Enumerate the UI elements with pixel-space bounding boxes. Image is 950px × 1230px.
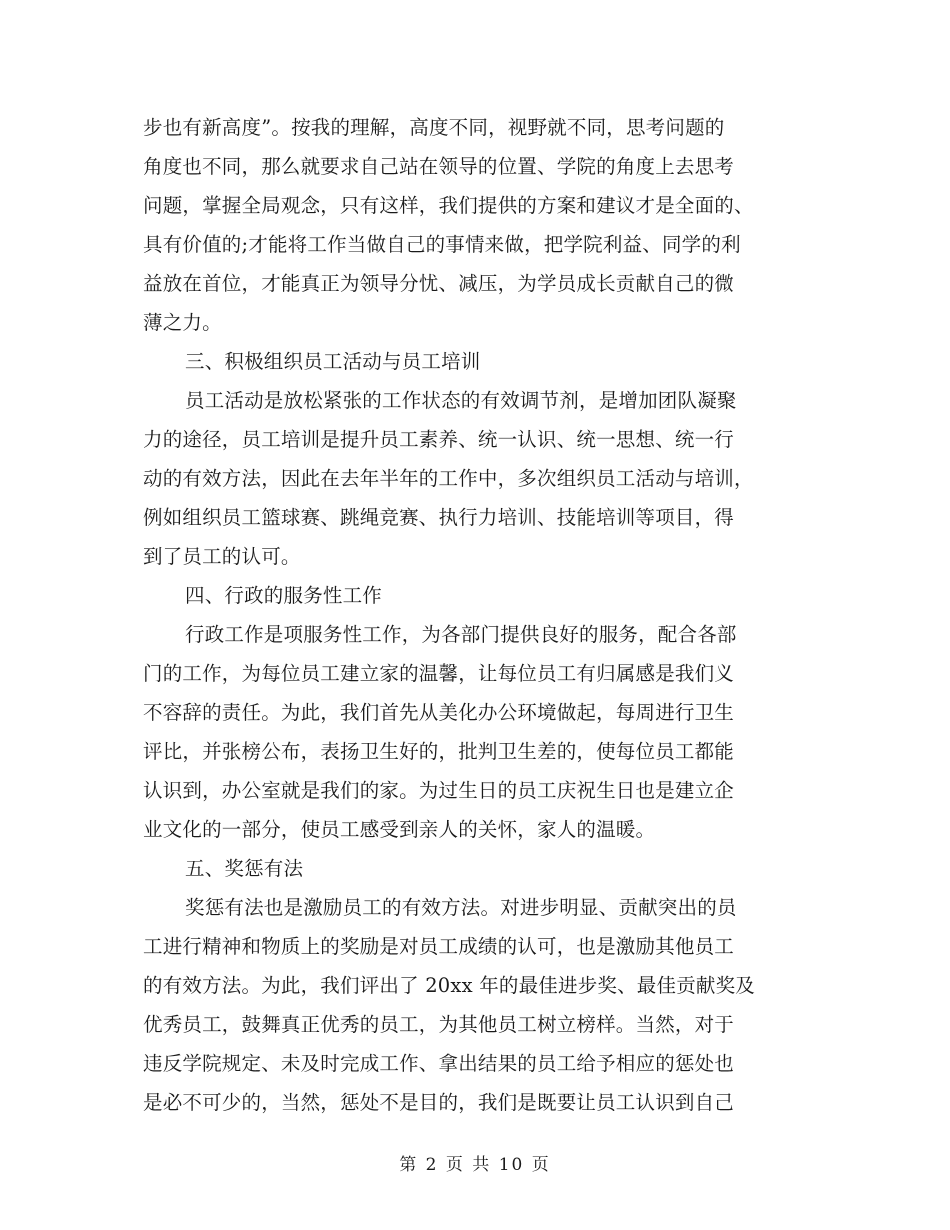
section-heading: 四、行政的服务性工作 bbox=[185, 584, 383, 607]
text-line: 认识到，办公室就是我们的家。为过生日的员工庆祝生日也是建立企 bbox=[143, 779, 735, 802]
paragraph-first-line: 奖惩有法也是激励员工的有效方法。对进步明显、贡献突出的员 bbox=[185, 896, 737, 919]
text-line: 动的有效方法，因此在去年半年的工作中，多次组织员工活动与培训， bbox=[143, 467, 754, 490]
section-heading: 五、奖惩有法 bbox=[185, 857, 304, 880]
text-line: 业文化的一部分，使员工感受到亲人的关怀，家人的温暖。 bbox=[143, 818, 656, 841]
text-line: 工进行精神和物质上的奖励是对员工成绩的认可，也是激励其他员工 bbox=[143, 935, 735, 958]
text-line: 到了员工的认可。 bbox=[143, 545, 301, 568]
text-line: 益放在首位，才能真正为领导分忧、减压，为学员成长贡献自己的微 bbox=[143, 272, 735, 295]
page-number-footer: 第 2 页 共 10 页 bbox=[399, 1155, 551, 1175]
text-line: 力的途径，员工培训是提升员工素养、统一认识、统一思想、统一行 bbox=[143, 428, 735, 451]
text-line: 问题，掌握全局观念，只有这样，我们提供的方案和建议才是全面的、 bbox=[143, 194, 754, 217]
paragraph-first-line: 行政工作是项服务性工作，为各部门提供良好的服务，配合各部 bbox=[185, 623, 737, 646]
text-line: 是必不可少的，当然，惩处不是目的，我们是既要让员工认识到自己 bbox=[143, 1091, 735, 1114]
text-line: 违反学院规定、未及时完成工作、拿出结果的员工给予相应的惩处也 bbox=[143, 1052, 735, 1075]
text-line: 评比，并张榜公布，表扬卫生好的，批判卫生差的，使每位员工都能 bbox=[143, 740, 735, 763]
text-line: 门的工作，为每位员工建立家的温馨，让每位员工有归属感是我们义 bbox=[143, 662, 735, 685]
section-heading: 三、积极组织员工活动与员工培训 bbox=[185, 350, 481, 373]
paragraph-first-line: 员工活动是放松紧张的工作状态的有效调节剂，是增加团队凝聚 bbox=[185, 389, 737, 412]
text-line: 角度也不同，那么就要求自己站在领导的位置、学院的角度上去思考 bbox=[143, 155, 735, 178]
text-line: 例如组织员工篮球赛、跳绳竞赛、执行力培训、技能培训等项目，得 bbox=[143, 506, 735, 529]
text-line: 不容辞的责任。为此，我们首先从美化办公环境做起，每周进行卫生 bbox=[143, 701, 735, 724]
text-line: 具有价值的;才能将工作当做自己的事情来做，把学院利益、同学的利 bbox=[143, 233, 741, 256]
text-line: 的有效方法。为此，我们评出了 20xx 年的最佳进步奖、最佳贡献奖及 bbox=[143, 974, 756, 997]
text-line: 薄之力。 bbox=[143, 311, 222, 334]
document-body bbox=[143, 108, 808, 1122]
text-line: 优秀员工，鼓舞真正优秀的员工，为其他员工树立榜样。当然，对于 bbox=[143, 1013, 735, 1036]
text-line: 步也有新高度”。按我的理解，高度不同，视野就不同，思考问题的 bbox=[143, 116, 725, 139]
